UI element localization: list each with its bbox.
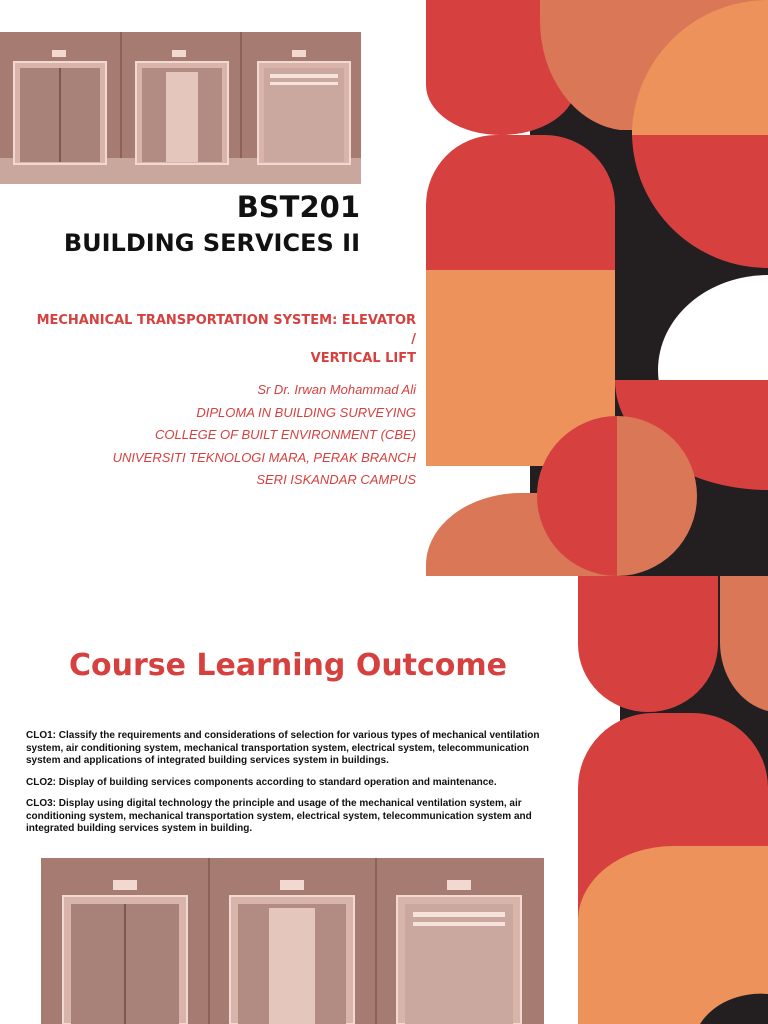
clo-slide bbox=[0, 576, 768, 1024]
subtitle-line-1: MECHANICAL TRANSPORTATION SYSTEM: ELEVATOR / bbox=[36, 313, 416, 347]
clo-item-3: CLO3: Display using digital technology the principle and usage of the mechanical ventilation system, air conditioning system, mechanical transportation system, electrical system, telecommunication system and integrated building services system in building. bbox=[26, 798, 532, 834]
author-block bbox=[16, 379, 416, 492]
author-programme: DIPLOMA IN BUILDING SURVEYING bbox=[196, 404, 416, 420]
author-name: Sr Dr. Irwan Mohammad Ali bbox=[257, 382, 416, 397]
course-code: BST201 bbox=[236, 190, 360, 224]
elevator-doors-photo bbox=[41, 858, 544, 1024]
elevator-doors-photo bbox=[0, 32, 361, 184]
lecture-subtitle bbox=[36, 311, 416, 368]
clo-list bbox=[26, 730, 546, 845]
clo-item-1: CLO1: Classify the requirements and considerations of selection for various types of mechanical ventilation system, air conditioning system, mechanical transportation system, electrical system, telecommunication system and applications of integrated building services system in buildings. bbox=[26, 730, 540, 766]
author-college: COLLEGE OF BUILT ENVIRONMENT (CBE) bbox=[154, 427, 416, 442]
course-name: BUILDING SERVICES II bbox=[63, 229, 360, 257]
clo-heading: Course Learning Outcome bbox=[68, 648, 508, 683]
author-university: UNIVERSITI TEKNOLOGI MARA, PERAK BRANCH bbox=[112, 449, 416, 465]
author-campus: SERI ISKANDAR CAMPUS bbox=[256, 472, 416, 487]
clo-item-2: CLO2: Display of building services components according to standard operation and maintenance. bbox=[26, 776, 497, 788]
subtitle-line-2: VERTICAL LIFT bbox=[310, 351, 416, 366]
